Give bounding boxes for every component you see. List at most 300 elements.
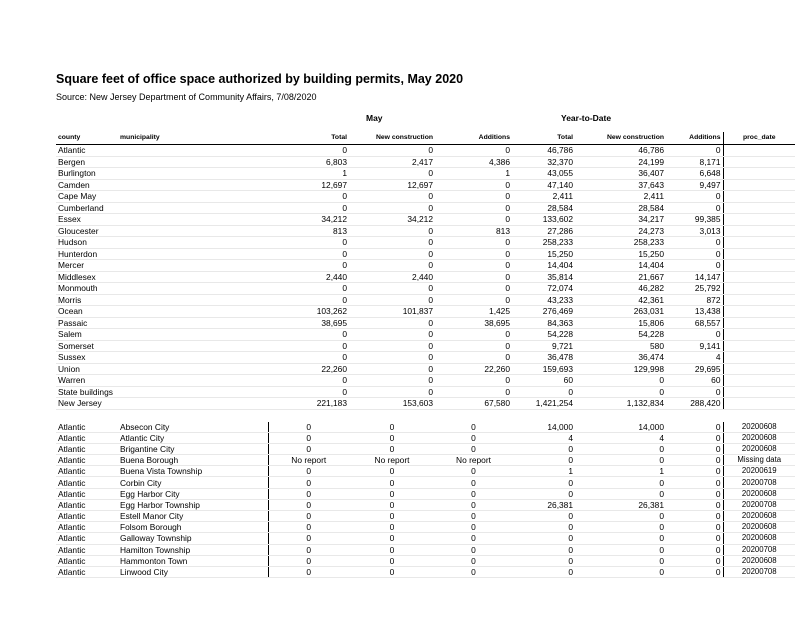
- may-total-cell: 0: [268, 375, 349, 387]
- ytd-total-cell: 32,370: [512, 156, 575, 168]
- county-row: [56, 386, 795, 398]
- county-cell: Atlantic: [56, 455, 118, 466]
- ytd-additions-cell: 9,141: [666, 340, 723, 352]
- may-new-cell: 0: [349, 466, 435, 477]
- may-total-cell: 0: [268, 499, 349, 510]
- col-ytd-additions: Additions: [666, 132, 723, 145]
- ytd-additions-cell: 0: [666, 145, 723, 157]
- ytd-new-cell: 0: [575, 566, 666, 577]
- county-cell: Middlesex: [56, 271, 118, 283]
- county-row: [56, 363, 795, 375]
- county-cell: State buildings: [56, 386, 118, 398]
- ytd-additions-cell: 0: [666, 566, 723, 577]
- ytd-new-cell: 258,233: [575, 237, 666, 249]
- may-additions-cell: 0: [435, 386, 512, 398]
- municipality-cell: Hammonton Town: [118, 555, 268, 566]
- may-total-cell: 2,440: [268, 271, 349, 283]
- ytd-additions-cell: 99,385: [666, 214, 723, 226]
- may-additions-cell: 0: [435, 214, 512, 226]
- ytd-new-cell: 1: [575, 466, 666, 477]
- may-additions-cell: 38,695: [435, 317, 512, 329]
- proc-date-cell: [723, 260, 795, 272]
- may-additions-cell: 0: [435, 533, 512, 544]
- may-total-cell: 0: [268, 386, 349, 398]
- municipality-row: [56, 443, 795, 454]
- may-new-cell: 0: [349, 375, 435, 387]
- ytd-additions-cell: 0: [666, 488, 723, 499]
- may-total-cell: 0: [268, 488, 349, 499]
- county-cell: Monmouth: [56, 283, 118, 295]
- municipality-cell: [118, 202, 268, 214]
- ytd-additions-cell: 14,147: [666, 271, 723, 283]
- ytd-new-cell: 0: [575, 386, 666, 398]
- may-total-cell: 0: [268, 522, 349, 533]
- may-new-cell: 0: [349, 422, 435, 433]
- county-row: [56, 248, 795, 260]
- ytd-total-cell: 43,233: [512, 294, 575, 306]
- county-row: [56, 145, 795, 157]
- proc-date-cell: [723, 340, 795, 352]
- may-additions-cell: No report: [435, 455, 512, 466]
- may-total-cell: 0: [268, 566, 349, 577]
- may-additions-cell: 0: [435, 202, 512, 214]
- may-total-cell: 103,262: [268, 306, 349, 318]
- proc-date-cell: [723, 398, 795, 410]
- ytd-total-cell: 46,786: [512, 145, 575, 157]
- county-cell: Morris: [56, 294, 118, 306]
- county-cell: Ocean: [56, 306, 118, 318]
- ytd-additions-cell: 0: [666, 555, 723, 566]
- proc-date-cell: [723, 294, 795, 306]
- proc-date-cell: 20200608: [723, 422, 795, 433]
- county-cell: Bergen: [56, 156, 118, 168]
- proc-date-cell: [723, 363, 795, 375]
- municipality-cell: Folsom Borough: [118, 522, 268, 533]
- proc-date-cell: 20200608: [723, 443, 795, 454]
- ytd-additions-cell: 0: [666, 466, 723, 477]
- may-additions-cell: 0: [435, 422, 512, 433]
- may-total-cell: 0: [268, 352, 349, 364]
- county-row: [56, 329, 795, 341]
- ytd-new-cell: 26,381: [575, 499, 666, 510]
- ytd-total-cell: 26,381: [512, 499, 575, 510]
- ytd-new-cell: 34,217: [575, 214, 666, 226]
- county-cell: Atlantic: [56, 533, 118, 544]
- municipality-cell: Corbin City: [118, 477, 268, 488]
- ytd-new-cell: 28,584: [575, 202, 666, 214]
- county-cell: Atlantic: [56, 522, 118, 533]
- ytd-total-cell: 4: [512, 432, 575, 443]
- may-new-cell: 0: [349, 363, 435, 375]
- col-county: county: [56, 132, 118, 145]
- proc-date-cell: 20200608: [723, 555, 795, 566]
- may-additions-cell: 0: [435, 522, 512, 533]
- ytd-new-cell: 129,998: [575, 363, 666, 375]
- ytd-new-cell: 21,667: [575, 271, 666, 283]
- ytd-additions-cell: 0: [666, 237, 723, 249]
- county-row: [56, 156, 795, 168]
- proc-date-cell: [723, 237, 795, 249]
- municipality-cell: [118, 340, 268, 352]
- ytd-additions-cell: 13,438: [666, 306, 723, 318]
- ytd-additions-cell: 8,171: [666, 156, 723, 168]
- ytd-new-cell: 1,132,834: [575, 398, 666, 410]
- ytd-total-cell: 2,411: [512, 191, 575, 203]
- county-cell: Essex: [56, 214, 118, 226]
- may-new-cell: 0: [349, 260, 435, 272]
- proc-date-cell: [723, 156, 795, 168]
- municipality-row: [56, 533, 795, 544]
- may-new-cell: 2,440: [349, 271, 435, 283]
- may-additions-cell: 0: [435, 488, 512, 499]
- ytd-total-cell: 1,421,254: [512, 398, 575, 410]
- municipality-row: [56, 522, 795, 533]
- county-cell: Atlantic: [56, 488, 118, 499]
- col-ytd-new: New construction: [575, 132, 666, 145]
- ytd-additions-cell: 4: [666, 352, 723, 364]
- may-new-cell: 0: [349, 443, 435, 454]
- county-row: [56, 306, 795, 318]
- source-note: Source: New Jersey Department of Community Affairs, 7/08/2020: [56, 92, 317, 102]
- ytd-total-cell: 1: [512, 466, 575, 477]
- proc-date-cell: [723, 271, 795, 283]
- ytd-total-cell: 276,469: [512, 306, 575, 318]
- ytd-total-cell: 0: [512, 443, 575, 454]
- may-new-cell: 34,212: [349, 214, 435, 226]
- municipality-cell: Brigantine City: [118, 443, 268, 454]
- may-new-cell: 0: [349, 225, 435, 237]
- ytd-total-cell: 0: [512, 488, 575, 499]
- may-new-cell: 0: [349, 283, 435, 295]
- municipality-cell: [118, 260, 268, 272]
- proc-date-cell: [723, 191, 795, 203]
- municipality-cell: [118, 386, 268, 398]
- ytd-total-cell: 27,286: [512, 225, 575, 237]
- may-additions-cell: 0: [435, 443, 512, 454]
- county-cell: Hunterdon: [56, 248, 118, 260]
- municipality-cell: [118, 352, 268, 364]
- col-municipality: municipality: [118, 132, 268, 145]
- ytd-new-cell: 24,199: [575, 156, 666, 168]
- col-ytd-total: Total: [512, 132, 575, 145]
- ytd-new-cell: 4: [575, 432, 666, 443]
- col-proc-date: proc_date: [723, 132, 795, 145]
- may-total-cell: 0: [268, 191, 349, 203]
- municipality-row: [56, 555, 795, 566]
- ytd-total-cell: 0: [512, 566, 575, 577]
- ytd-total-cell: 159,693: [512, 363, 575, 375]
- proc-date-cell: [723, 375, 795, 387]
- ytd-additions-cell: 0: [666, 477, 723, 488]
- may-additions-cell: 0: [435, 294, 512, 306]
- ytd-additions-cell: 0: [666, 533, 723, 544]
- county-row: [56, 260, 795, 272]
- may-new-cell: 0: [349, 533, 435, 544]
- municipality-cell: [118, 156, 268, 168]
- may-total-cell: 0: [268, 248, 349, 260]
- may-additions-cell: 0: [435, 237, 512, 249]
- proc-date-cell: [723, 386, 795, 398]
- ytd-total-cell: 258,233: [512, 237, 575, 249]
- ytd-new-cell: 54,228: [575, 329, 666, 341]
- proc-date-cell: [723, 179, 795, 191]
- ytd-total-cell: 9,721: [512, 340, 575, 352]
- municipality-row: [56, 544, 795, 555]
- municipality-cell: [118, 179, 268, 191]
- ytd-additions-cell: 3,013: [666, 225, 723, 237]
- may-new-cell: 153,603: [349, 398, 435, 410]
- municipality-cell: Absecon City: [118, 422, 268, 433]
- ytd-new-cell: 0: [575, 443, 666, 454]
- ytd-total-cell: 0: [512, 455, 575, 466]
- ytd-additions-cell: 0: [666, 202, 723, 214]
- ytd-additions-cell: 0: [666, 329, 723, 341]
- ytd-new-cell: 0: [575, 488, 666, 499]
- municipality-cell: [118, 363, 268, 375]
- may-total-cell: 0: [268, 544, 349, 555]
- may-additions-cell: 1: [435, 168, 512, 180]
- ytd-total-cell: 14,404: [512, 260, 575, 272]
- may-additions-cell: 0: [435, 352, 512, 364]
- ytd-additions-cell: 0: [666, 248, 723, 260]
- report-title: Square feet of office space authorized by building permits, May 2020: [56, 72, 464, 86]
- county-cell: Mercer: [56, 260, 118, 272]
- municipality-cell: [118, 214, 268, 226]
- may-new-cell: 0: [349, 522, 435, 533]
- col-may-additions: Additions: [435, 132, 512, 145]
- county-row: [56, 214, 795, 226]
- proc-date-cell: 20200608: [723, 522, 795, 533]
- may-additions-cell: 0: [435, 432, 512, 443]
- ytd-total-cell: 0: [512, 522, 575, 533]
- county-cell: Atlantic: [56, 555, 118, 566]
- may-additions-cell: 4,386: [435, 156, 512, 168]
- municipality-row: [56, 566, 795, 577]
- ytd-new-cell: 36,407: [575, 168, 666, 180]
- ytd-total-cell: 72,074: [512, 283, 575, 295]
- county-row: [56, 283, 795, 295]
- may-new-cell: 0: [349, 329, 435, 341]
- data-table: [56, 132, 795, 578]
- ytd-new-cell: 0: [575, 522, 666, 533]
- municipality-cell: [118, 317, 268, 329]
- may-additions-cell: 1,425: [435, 306, 512, 318]
- ytd-new-cell: 24,273: [575, 225, 666, 237]
- may-total-cell: 38,695: [268, 317, 349, 329]
- county-cell: Atlantic: [56, 499, 118, 510]
- county-cell: Atlantic: [56, 466, 118, 477]
- ytd-new-cell: 37,643: [575, 179, 666, 191]
- may-new-cell: 0: [349, 237, 435, 249]
- municipality-row: [56, 466, 795, 477]
- proc-date-cell: 20200608: [723, 533, 795, 544]
- may-additions-cell: 22,260: [435, 363, 512, 375]
- proc-date-cell: 20200608: [723, 488, 795, 499]
- ytd-additions-cell: 0: [666, 443, 723, 454]
- municipality-cell: [118, 306, 268, 318]
- may-additions-cell: 0: [435, 375, 512, 387]
- proc-date-cell: [723, 214, 795, 226]
- may-additions-cell: 0: [435, 179, 512, 191]
- municipality-cell: [118, 375, 268, 387]
- ytd-total-cell: 35,814: [512, 271, 575, 283]
- may-new-cell: 0: [349, 340, 435, 352]
- may-new-cell: 0: [349, 191, 435, 203]
- county-cell: Warren: [56, 375, 118, 387]
- may-new-cell: 0: [349, 432, 435, 443]
- ytd-total-cell: 84,363: [512, 317, 575, 329]
- may-new-cell: 0: [349, 352, 435, 364]
- may-new-cell: 0: [349, 544, 435, 555]
- may-additions-cell: 0: [435, 340, 512, 352]
- county-cell: Atlantic: [56, 477, 118, 488]
- municipality-cell: Buena Borough: [118, 455, 268, 466]
- group-header-may: May: [366, 113, 383, 123]
- may-new-cell: 12,697: [349, 179, 435, 191]
- ytd-new-cell: 46,282: [575, 283, 666, 295]
- county-summary-rows: [56, 145, 795, 410]
- county-row: [56, 168, 795, 180]
- may-additions-cell: 0: [435, 544, 512, 555]
- ytd-total-cell: 15,250: [512, 248, 575, 260]
- may-total-cell: 221,183: [268, 398, 349, 410]
- county-cell: Atlantic: [56, 511, 118, 522]
- county-cell: Salem: [56, 329, 118, 341]
- county-cell: Atlantic: [56, 422, 118, 433]
- ytd-total-cell: 0: [512, 386, 575, 398]
- may-additions-cell: 0: [435, 145, 512, 157]
- municipality-row: [56, 488, 795, 499]
- may-additions-cell: 0: [435, 283, 512, 295]
- may-total-cell: 0: [268, 533, 349, 544]
- ytd-additions-cell: 0: [666, 422, 723, 433]
- ytd-new-cell: 0: [575, 511, 666, 522]
- ytd-additions-cell: 9,497: [666, 179, 723, 191]
- county-cell: Somerset: [56, 340, 118, 352]
- proc-date-cell: [723, 352, 795, 364]
- may-additions-cell: 0: [435, 260, 512, 272]
- may-total-cell: 0: [268, 511, 349, 522]
- may-new-cell: 2,417: [349, 156, 435, 168]
- proc-date-cell: Missing data: [723, 455, 795, 466]
- may-new-cell: 0: [349, 566, 435, 577]
- county-row: [56, 352, 795, 364]
- ytd-total-cell: 54,228: [512, 329, 575, 341]
- proc-date-cell: [723, 202, 795, 214]
- may-total-cell: 0: [268, 145, 349, 157]
- ytd-total-cell: 0: [512, 477, 575, 488]
- may-additions-cell: 0: [435, 499, 512, 510]
- may-total-cell: 0: [268, 432, 349, 443]
- may-additions-cell: 0: [435, 329, 512, 341]
- ytd-additions-cell: 0: [666, 544, 723, 555]
- county-row: [56, 375, 795, 387]
- may-total-cell: 12,697: [268, 179, 349, 191]
- ytd-new-cell: 0: [575, 375, 666, 387]
- may-additions-cell: 813: [435, 225, 512, 237]
- ytd-new-cell: 580: [575, 340, 666, 352]
- ytd-additions-cell: 872: [666, 294, 723, 306]
- ytd-new-cell: 0: [575, 555, 666, 566]
- county-cell: Atlantic: [56, 443, 118, 454]
- may-additions-cell: 0: [435, 466, 512, 477]
- may-total-cell: 0: [268, 260, 349, 272]
- municipality-cell: Hamilton Township: [118, 544, 268, 555]
- county-row: [56, 317, 795, 329]
- may-total-cell: 0: [268, 340, 349, 352]
- county-row: [56, 340, 795, 352]
- ytd-additions-cell: 0: [666, 386, 723, 398]
- proc-date-cell: 20200708: [723, 544, 795, 555]
- proc-date-cell: 20200608: [723, 432, 795, 443]
- may-total-cell: 6,803: [268, 156, 349, 168]
- ytd-additions-cell: 0: [666, 260, 723, 272]
- proc-date-cell: [723, 283, 795, 295]
- county-cell: Hudson: [56, 237, 118, 249]
- county-cell: Passaic: [56, 317, 118, 329]
- municipality-cell: Estell Manor City: [118, 511, 268, 522]
- municipality-row: [56, 455, 795, 466]
- may-additions-cell: 0: [435, 555, 512, 566]
- may-new-cell: 0: [349, 488, 435, 499]
- may-total-cell: 0: [268, 329, 349, 341]
- municipality-cell: Egg Harbor Township: [118, 499, 268, 510]
- proc-date-cell: [723, 329, 795, 341]
- county-cell: Cumberland: [56, 202, 118, 214]
- proc-date-cell: [723, 168, 795, 180]
- municipality-cell: [118, 248, 268, 260]
- ytd-total-cell: 36,478: [512, 352, 575, 364]
- ytd-total-cell: 43,055: [512, 168, 575, 180]
- county-cell: Cape May: [56, 191, 118, 203]
- may-additions-cell: 0: [435, 271, 512, 283]
- municipality-cell: Linwood City: [118, 566, 268, 577]
- county-row: [56, 294, 795, 306]
- ytd-additions-cell: 288,420: [666, 398, 723, 410]
- county-cell: New Jersey: [56, 398, 118, 410]
- county-row: [56, 398, 795, 410]
- ytd-total-cell: 0: [512, 555, 575, 566]
- county-cell: Atlantic: [56, 544, 118, 555]
- ytd-additions-cell: 25,792: [666, 283, 723, 295]
- ytd-new-cell: 0: [575, 544, 666, 555]
- municipality-row: [56, 477, 795, 488]
- county-row: [56, 202, 795, 214]
- may-new-cell: 0: [349, 202, 435, 214]
- may-total-cell: 0: [268, 555, 349, 566]
- may-total-cell: 0: [268, 477, 349, 488]
- ytd-total-cell: 47,140: [512, 179, 575, 191]
- proc-date-cell: 20200619: [723, 466, 795, 477]
- spacer: [56, 409, 795, 422]
- may-new-cell: 0: [349, 511, 435, 522]
- ytd-total-cell: 0: [512, 533, 575, 544]
- municipality-cell: Buena Vista Township: [118, 466, 268, 477]
- may-additions-cell: 0: [435, 511, 512, 522]
- may-total-cell: 0: [268, 466, 349, 477]
- ytd-total-cell: 133,602: [512, 214, 575, 226]
- may-new-cell: 101,837: [349, 306, 435, 318]
- ytd-new-cell: 0: [575, 455, 666, 466]
- may-new-cell: 0: [349, 499, 435, 510]
- proc-date-cell: [723, 225, 795, 237]
- ytd-additions-cell: 0: [666, 432, 723, 443]
- may-additions-cell: 0: [435, 477, 512, 488]
- ytd-additions-cell: 0: [666, 499, 723, 510]
- proc-date-cell: 20200708: [723, 566, 795, 577]
- ytd-total-cell: 60: [512, 375, 575, 387]
- ytd-total-cell: 28,584: [512, 202, 575, 214]
